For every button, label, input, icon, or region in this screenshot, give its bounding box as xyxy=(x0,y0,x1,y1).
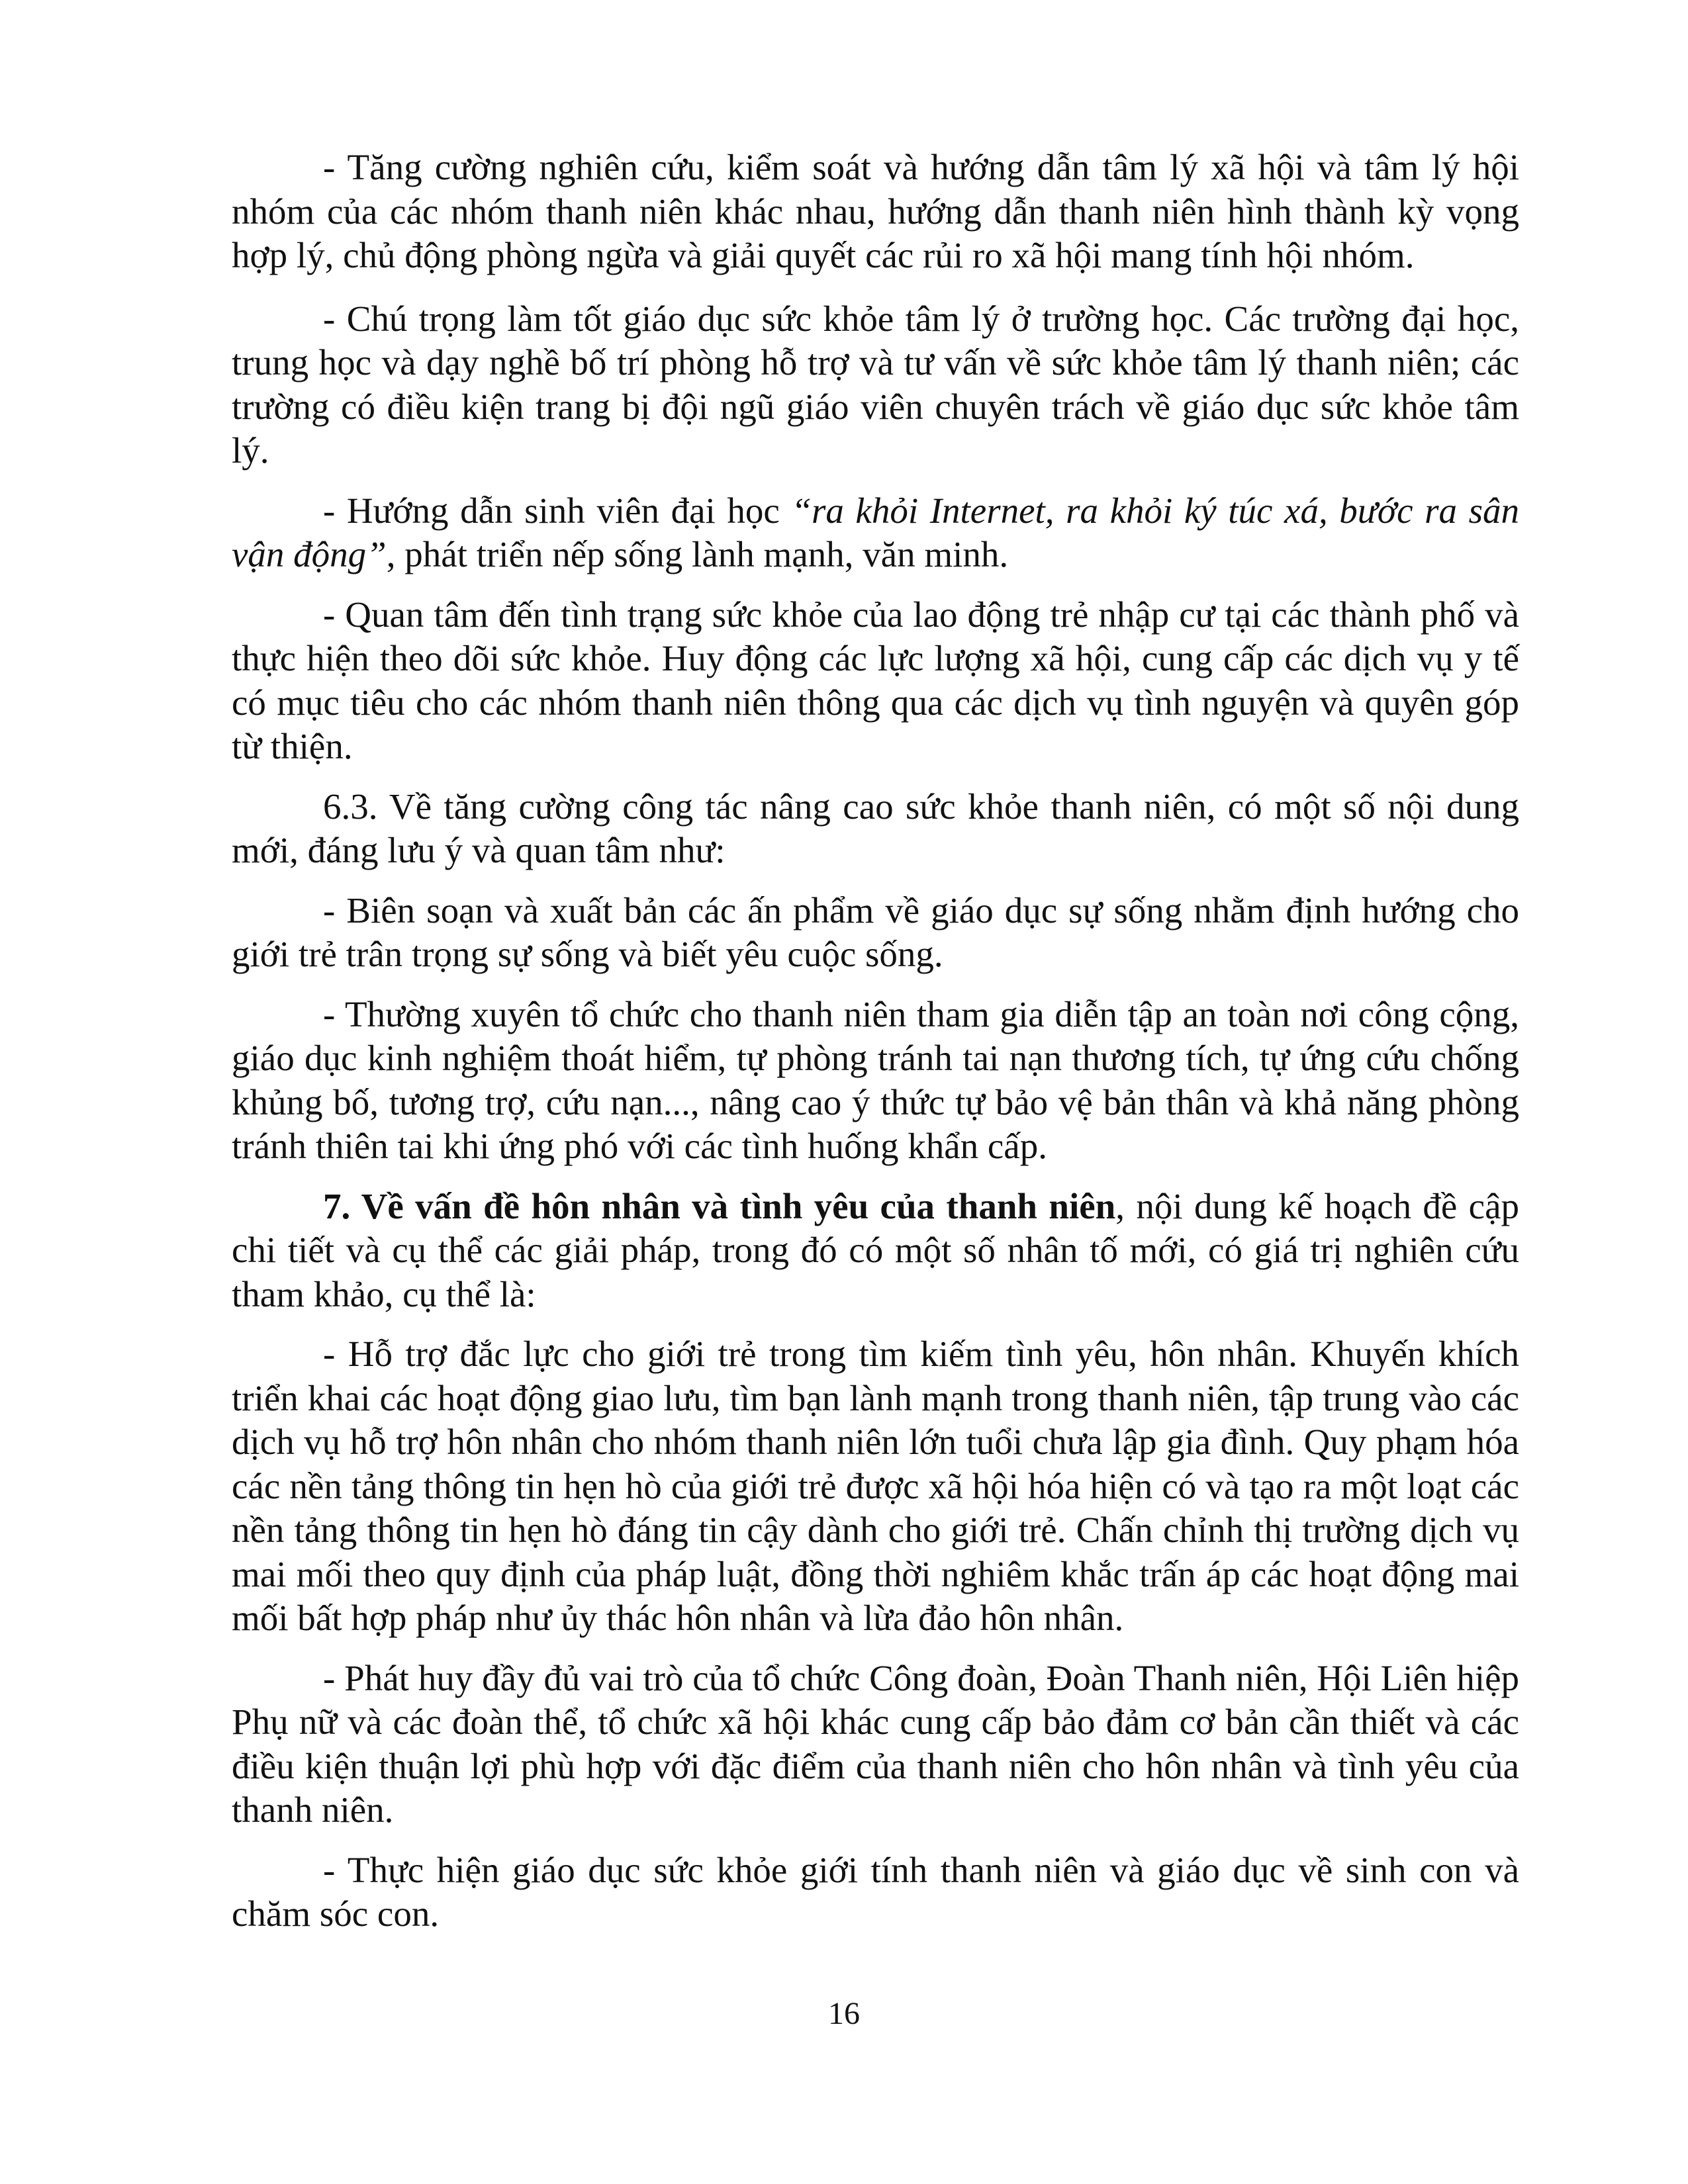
paragraph-migrant-workers-health: - Quan tâm đến tình trạng sức khỏe của lao động trẻ nhập cư tại các thành phố và thực hiện theo dõi sức khỏe. Huy động các lực lượng xã hội, cung cấp các dịch vụ y tế có mục tiêu cho các nhóm thanh niên thông qua các dịch vụ tình nguyện và quyên góp từ thiện. xyxy=(232,594,1519,766)
paragraph-student-guidance-tail: , phát triển nếp sống lành mạnh, văn minh. xyxy=(386,534,1009,574)
page-number: 16 xyxy=(828,1996,860,2031)
paragraph-dating-support: - Hỗ trợ đắc lực cho giới trẻ trong tìm kiếm tình yêu, hôn nhân. Khuyến khích triển khai các hoạt động giao lưu, tìm bạn lành mạnh trong thanh niên, tập trung vào các dịch vụ hỗ trợ hôn nhân cho nhóm thanh niên lớn tuổi chưa lập gia đình. Quy phạm hóa các nền tảng thông tin hẹn hò của giới trẻ được xã hội hóa hiện có và tạo ra một loạt các nền tảng thông tin hẹn hò đáng tin cậy dành cho giới trẻ. Chấn chỉnh thị trường dịch vụ mai mối theo quy định của pháp luật, đồng thời nghiêm khắc trấn áp các hoạt động mai mối bất hợp pháp như ủy thác hôn nhân và lừa đảo hôn nhân. xyxy=(232,1334,1519,1638)
paragraph-safety-drills: - Thường xuyên tổ chức cho thanh niên tham gia diễn tập an toàn nơi công cộng, giáo dục kinh nghiệm thoát hiểm, tự phòng tránh tai nạn thương tích, tự ứng cứu chống khủng bố, tương trợ, cứu nạn..., nâng cao ý thức tự bảo vệ bản thân và khả năng phòng tránh thiên tai khi ứng phó với các tình huống khẩn cấp. xyxy=(232,993,1519,1166)
paragraph-school-mental-health: - Chú trọng làm tốt giáo dục sức khỏe tâm lý ở trường học. Các trường đại học, trung học và dạy nghề bố trí phòng hỗ trợ và tư vấn về sức khỏe tâm lý thanh niên; các trường có điều kiện trang bị đội ngũ giáo viên chuyên trách về giáo dục sức khỏe tâm lý. xyxy=(232,298,1519,471)
paragraph-sex-education: - Thực hiện giáo dục sức khỏe giới tính thanh niên và giáo dục về sinh con và chăm sóc con. xyxy=(232,1849,1519,1934)
document-page xyxy=(232,146,1519,1952)
paragraph-student-guidance-quote: “ra khỏi Internet, ra khỏi ký túc xá, bước ra sân vận động” xyxy=(232,490,1519,574)
paragraph-student-guidance-lead: - Hướng dẫn sinh viên đại học xyxy=(323,490,792,531)
paragraph-section-7 xyxy=(232,1185,1519,1317)
paragraph-life-education: - Biên soạn và xuất bản các ấn phẩm về giáo dục sự sống nhằm định hướng cho giới trẻ trân trọng sự sống và biết yêu cuộc sống. xyxy=(232,889,1519,974)
paragraph-section-6-3: 6.3. Về tăng cường công tác nâng cao sức khỏe thanh niên, có một số nội dung mới, đáng lưu ý và quan tâm như: xyxy=(232,786,1519,870)
section-7-heading: 7. Về vấn đề hôn nhân và tình yêu của thanh niên xyxy=(323,1185,1116,1226)
section-7-body: , nội dung kế hoạch đề cập chi tiết và cụ thể các giải pháp, trong đó có một số nhân tố mới, có giá trị nghiên cứu tham khảo, cụ thể là: xyxy=(232,1185,1519,1314)
paragraph-organizations-role: - Phát huy đầy đủ vai trò của tổ chức Công đoàn, Đoàn Thanh niên, Hội Liên hiệp Phụ nữ và các đoàn thể, tổ chức xã hội khác cung cấp bảo đảm cơ bản cần thiết và các điều kiện thuận lợi phù hợp với đặc điểm của thanh niên cho hôn nhân và tình yêu của thanh niên. xyxy=(232,1657,1519,1830)
paragraph-psychology-research: - Tăng cường nghiên cứu, kiểm soát và hướng dẫn tâm lý xã hội và tâm lý hội nhóm của các nhóm thanh niên khác nhau, hướng dẫn thanh niên hình thành kỳ vọng hợp lý, chủ động phòng ngừa và giải quyết các rủi ro xã hội mang tính hội nhóm. xyxy=(232,147,1519,275)
paragraph-student-guidance xyxy=(232,489,1519,577)
